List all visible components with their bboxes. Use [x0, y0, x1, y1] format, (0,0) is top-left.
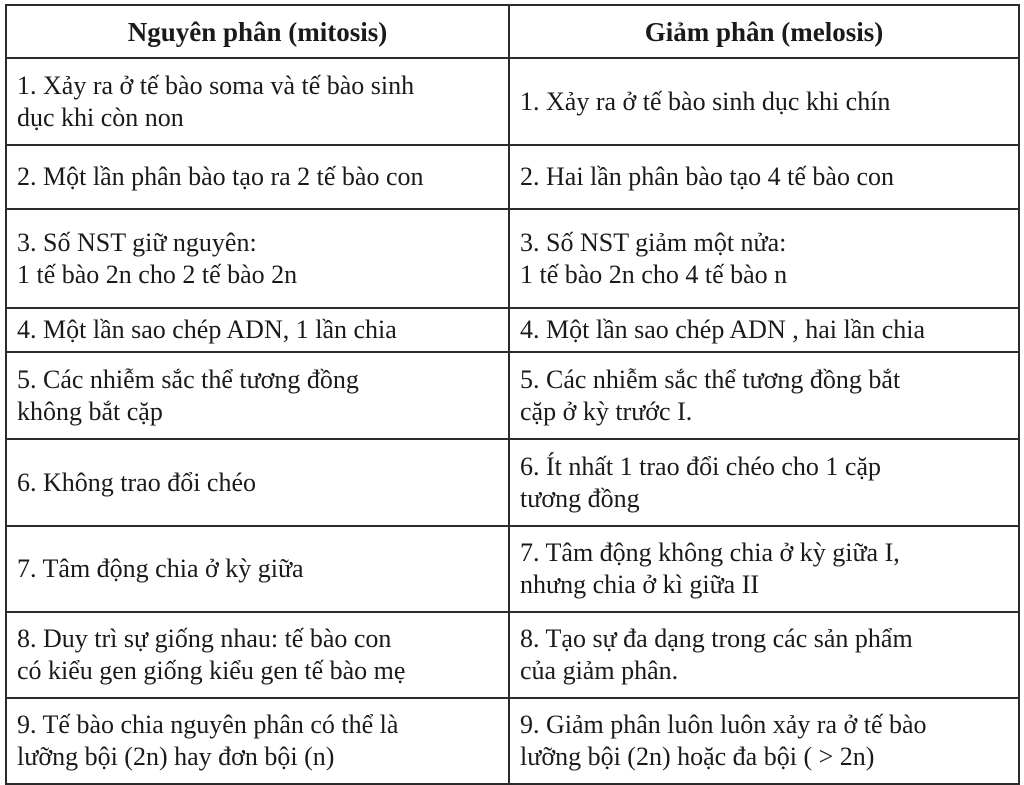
mitosis-cell	[6, 698, 509, 784]
cell-line: 9. Tế bào chia nguyên phân có thể là	[17, 710, 399, 739]
cell-line: 5. Các nhiễm sắc thể tương đồng	[17, 364, 359, 394]
meiosis-cell	[509, 612, 1019, 698]
mitosis-cell	[6, 145, 509, 209]
cell-line: 3. Số NST giữ nguyên:	[17, 227, 257, 257]
cell-line: 1 tế bào 2n cho 4 tế bào n	[520, 259, 788, 289]
cell-line: lưỡng bội (2n) hoặc đa bội ( > 2n)	[520, 742, 875, 771]
cell-line: 4. Một lần sao chép ADN, 1 lần chia	[17, 315, 397, 344]
header-meiosis: Giảm phân (melosis)	[509, 5, 1019, 58]
meiosis-cell	[509, 698, 1019, 784]
mitosis-cell	[6, 209, 509, 308]
cell-line: không bắt cặp	[17, 396, 163, 426]
cell-line: có kiểu gen giống kiểu gen tế bào mẹ	[17, 656, 406, 685]
cell-line: cặp ở kỳ trước I.	[520, 396, 693, 426]
table-row	[6, 352, 1019, 439]
table-row	[6, 698, 1019, 784]
meiosis-cell	[509, 145, 1019, 209]
table-row	[6, 526, 1019, 612]
cell-line: 4. Một lần sao chép ADN , hai lần chia	[520, 315, 926, 344]
table-row	[6, 308, 1019, 352]
meiosis-cell	[509, 58, 1019, 145]
meiosis-cell	[509, 308, 1019, 352]
cell-line: 1. Xảy ra ở tế bào sinh dục khi chín	[520, 86, 891, 116]
cell-line: 7. Tâm động không chia ở kỳ giữa I,	[520, 538, 900, 567]
cell-line: 5. Các nhiễm sắc thể tương đồng bắt	[520, 364, 901, 394]
meiosis-cell	[509, 526, 1019, 612]
comparison-table	[5, 4, 1020, 785]
cell-line: 9. Giảm phân luôn luôn xảy ra ở tế bào	[520, 710, 927, 739]
mitosis-cell	[6, 308, 509, 352]
cell-line: 8. Tạo sự đa dạng trong các sản phẩm	[520, 624, 913, 653]
cell-line: lưỡng bội (2n) hay đơn bội (n)	[17, 742, 335, 771]
mitosis-cell	[6, 439, 509, 526]
meiosis-cell	[509, 352, 1019, 439]
cell-line: 8. Duy trì sự giống nhau: tế bào con	[17, 624, 392, 653]
table-row	[6, 209, 1019, 308]
table-body	[6, 58, 1019, 784]
table-row	[6, 58, 1019, 145]
cell-line: 7. Tâm động chia ở kỳ giữa	[17, 554, 304, 583]
cell-line: dục khi còn non	[17, 102, 184, 132]
mitosis-cell	[6, 58, 509, 145]
mitosis-cell	[6, 352, 509, 439]
meiosis-cell	[509, 439, 1019, 526]
cell-line: 2. Một lần phân bào tạo ra 2 tế bào con	[17, 162, 424, 191]
cell-line: 2. Hai lần phân bào tạo 4 tế bào con	[520, 162, 894, 191]
cell-line: của giảm phân.	[520, 656, 679, 685]
header-row	[6, 5, 1019, 58]
meiosis-cell	[509, 209, 1019, 308]
cell-line: 1 tế bào 2n cho 2 tế bào 2n	[17, 259, 298, 289]
mitosis-cell	[6, 612, 509, 698]
table-row	[6, 439, 1019, 526]
header-mitosis: Nguyên phân (mitosis)	[6, 5, 509, 58]
cell-line: 3. Số NST giảm một nửa:	[520, 227, 787, 257]
cell-line: tương đồng	[520, 483, 640, 513]
table-row	[6, 612, 1019, 698]
cell-line: 6. Ít nhất 1 trao đổi chéo cho 1 cặp	[520, 451, 881, 481]
cell-line: 6. Không trao đổi chéo	[17, 467, 257, 497]
mitosis-cell	[6, 526, 509, 612]
cell-line: nhưng chia ở kì giữa II	[520, 570, 760, 599]
table-row	[6, 145, 1019, 209]
cell-line: 1. Xảy ra ở tế bào soma và tế bào sinh	[17, 70, 415, 100]
